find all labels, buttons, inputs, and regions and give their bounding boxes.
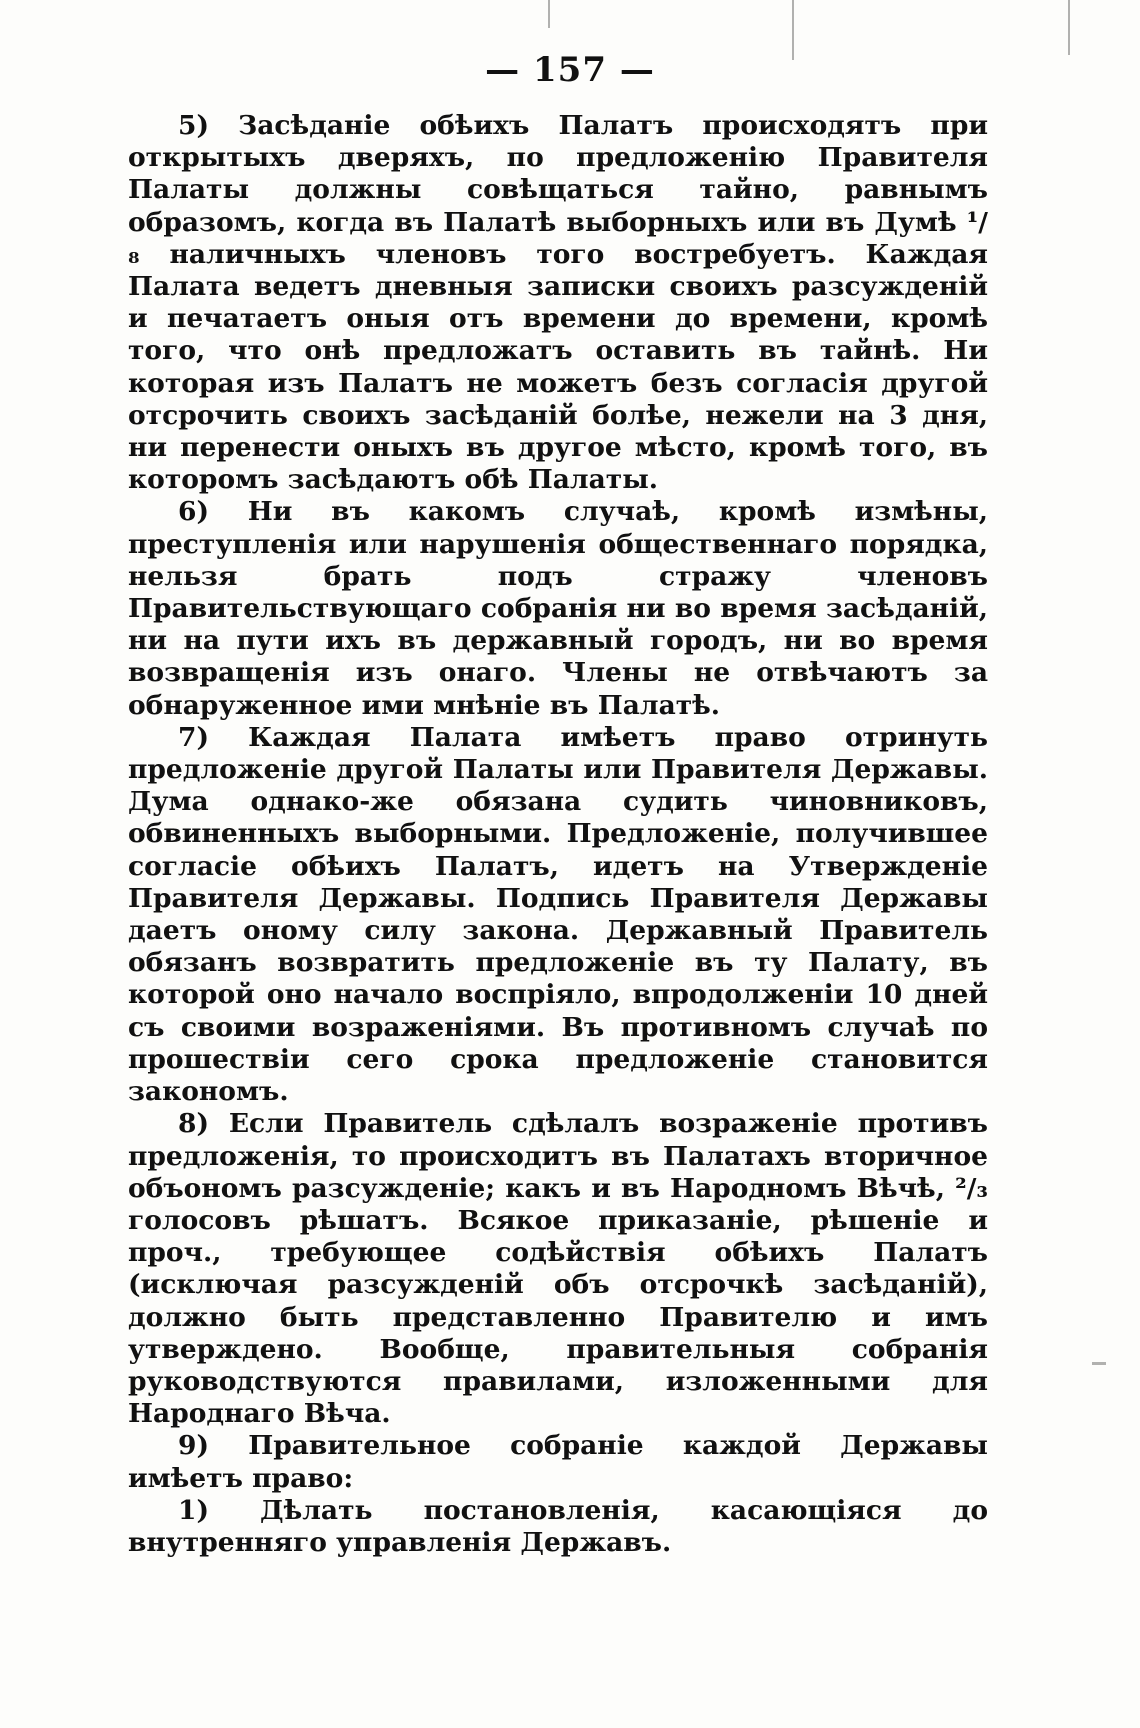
paragraph-9: 9) Правительное собраніе каждой Державы имѣетъ право: xyxy=(128,1430,988,1494)
paragraph-5: 5) Засѣданіе обѣихъ Палатъ происходятъ при открытыхъ дверяхъ, по предложенію Правителя Палаты должны совѣщаться тайно, равнымъ образомъ, когда въ Палатѣ выборныхъ или въ Думѣ ¹/₈ наличныхъ членовъ того востребуетъ. Каждая Палата ведетъ дневныя записки своихъ разсужденій и печатаетъ оныя отъ времени до времени, кромѣ того, что онѣ предложатъ оставить въ тайнѣ. Ни которая изъ Палатъ не можетъ безъ согласія другой отсрочить своихъ засѣданій болѣе, нежели на 3 дня, ни перенести оныхъ въ другое мѣсто, кромѣ того, въ которомъ засѣдаютъ обѣ Палаты. xyxy=(128,110,988,496)
scan-artifact xyxy=(548,0,550,28)
paragraph-6: 6) Ни въ какомъ случаѣ, кромѣ измѣны, преступленія или нарушенія общественнаго порядка, нельзя брать подъ стражу членовъ Правительствующаго собранія ни во время засѣданій, ни на пути ихъ въ державный городъ, ни во время возвращенія изъ онаго. Члены не отвѣчаютъ за обнаруженное ими мнѣніе въ Палатѣ. xyxy=(128,496,988,721)
paragraph-8: 8) Если Правитель сдѣлалъ возраженіе противъ предложенія, то происходитъ въ Палатахъ вторичное объономъ разсужденіе; какъ и въ Народномъ Вѣчѣ, ²/₃ голосовъ рѣшатъ. Всякое приказаніе, рѣшеніе и проч., требующее содѣйствія обѣихъ Палатъ (исключая разсужденій объ отсрочкѣ засѣданій), должно быть представленно Правителю и имъ утверждено. Вообще, правительныя собранія руководствуются правилами, изложенными для Народнаго Вѣча. xyxy=(128,1108,988,1430)
scan-artifact xyxy=(1092,1362,1106,1365)
scan-artifact xyxy=(1068,0,1070,55)
paragraph-7: 7) Каждая Палата имѣетъ право отринуть предложеніе другой Палаты или Правителя Державы. Дума однако-же обязана судить чиновниковъ, обвиненныхъ выборными. Предложеніе, получившее согласіе обѣихъ Палатъ, идетъ на Утвержденіе Правителя Державы. Подпись Правителя Державы даетъ оному силу закона. Державный Правитель обязанъ возвратить предложеніе въ ту Палату, въ которой оно начало воспріяло, впродолженіи 10 дней съ своими возраженіями. Въ противномъ случаѣ по прошествіи сего срока предложеніе становится закономъ. xyxy=(128,721,988,1108)
page-number: — 157 — xyxy=(485,50,655,90)
body-text xyxy=(128,110,988,1559)
paragraph-9-item-1: 1) Дѣлать постановленія, касающіяся до внутренняго управленія Державъ. xyxy=(128,1494,988,1558)
